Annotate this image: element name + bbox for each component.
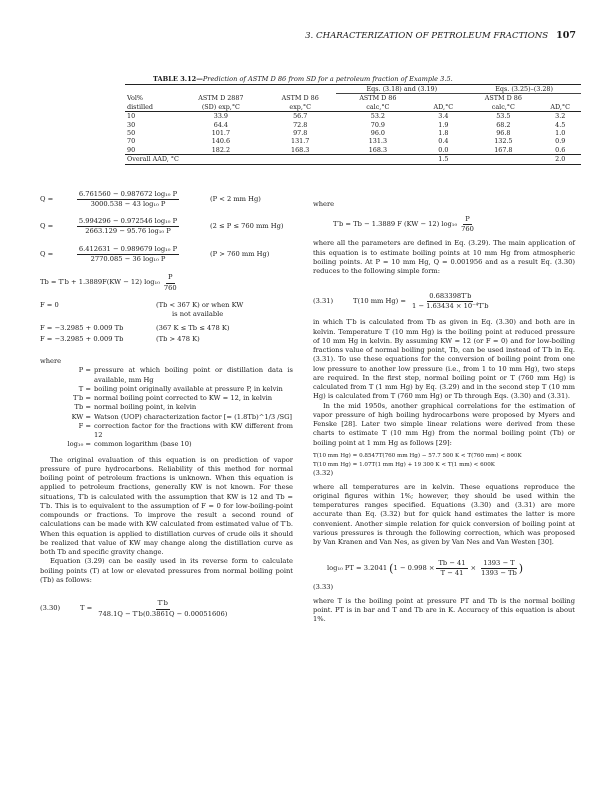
equation-mid: 1 − 0.998 × [393, 563, 435, 572]
definition-text: pressure at which boiling point or distillation data is available, mm Hg [94, 366, 293, 384]
equation-q-low [40, 186, 293, 213]
denominator: 1 − 1.63434 × 10⁻⁴T′b [411, 301, 489, 310]
table-cell: 131.3 [368, 137, 388, 146]
f-case-1b [40, 310, 293, 319]
table-cell: 70 [127, 137, 136, 146]
table-cell: 90 [127, 145, 136, 154]
footer-label: Overall AAD, °C [125, 155, 336, 164]
table-cell: 132.5 [494, 137, 513, 146]
condition: (P > 760 mm Hg) [210, 249, 270, 258]
definition-text: normal boiling point corrected to KW = 12, in kelvin [94, 394, 273, 402]
col-header: (SD) exp,°C [201, 102, 240, 111]
table-cell: 140.6 [211, 137, 231, 146]
equation-lhs: log₁₀ PT = 3.2041 [327, 563, 388, 572]
table-footer-row [125, 155, 581, 164]
table-label: TABLE 3.12— [153, 75, 203, 83]
table-cell: 182.2 [211, 145, 231, 154]
equation-3-33: log₁₀ PT = 3.2041 ( 1 − 0.998 × $\frac{Tb - 41}{T - 41}$ × $\frac{1393 - T}{1393 - Tb}$ ) [327, 558, 524, 577]
table-caption [153, 75, 581, 83]
table-cell: 3.4 [419, 112, 467, 121]
denominator: T − 41 [440, 568, 464, 577]
table-cell: 72.8 [293, 120, 308, 129]
numerator: T′b [156, 599, 170, 609]
denominator: 760 [163, 283, 177, 292]
table-cell: 4.5 [555, 120, 566, 129]
numerator: 0.683398T′b [427, 292, 473, 302]
definition-item [48, 422, 293, 441]
footer-aad-a: 1.5 [419, 155, 467, 164]
denominator: 2663.129 − 95.76 log₁₀ P [85, 227, 171, 235]
f-condition: (367 K ≤ Tb ≤ 478 K) [156, 323, 230, 332]
table-group-header [125, 85, 581, 94]
table-cell: 3.2 [539, 112, 581, 121]
f-case-1 [40, 301, 293, 310]
equation-lhs: T(10 mm Hg) = [353, 296, 406, 305]
table-cell: 33.9 [178, 112, 264, 121]
fraction [62, 190, 194, 210]
paragraph: where T is the boiling point at pressure PT and Tb is the normal boiling point. PT is in bar and T and Tb are in K. Accuracy of this equation is about 1%. [313, 596, 575, 624]
q-symbol: Q = [40, 194, 54, 203]
col-header: AD,°C [433, 102, 454, 111]
equation-3-32-line-1: T(10 mm Hg) = 0.8547T(760 mm Hg) − 57.7 500 K < T(760 mm) < 800K [313, 452, 522, 459]
numerator: 6.761560 − 0.987672 log₁₀ P [77, 190, 179, 200]
table-cell: 10 [125, 112, 178, 121]
table-row [125, 137, 581, 145]
table-cell: 1.0 [555, 129, 566, 138]
results-table [125, 84, 581, 165]
table-cell: 0.6 [555, 145, 566, 154]
denominator: 760 [461, 224, 474, 233]
definition-text: Watson (UOP) characterization factor [= (1.8Tb)^1/3 /SG] [94, 412, 293, 421]
definition-item [48, 403, 293, 412]
fraction [162, 273, 179, 293]
table-cell: 50 [127, 129, 136, 138]
table-cell: 0.4 [438, 137, 449, 146]
f-lhs: F = −3.2985 + 0.009 Tb [40, 323, 124, 332]
table-cell: 30 [127, 120, 136, 129]
table-cell: 96.0 [370, 129, 385, 138]
table-cell: 56.7 [264, 112, 336, 121]
q-symbol: Q = [40, 221, 54, 230]
table-cell: 168.3 [368, 145, 388, 154]
numerator: Tb − 41 [436, 559, 467, 569]
col-header [419, 94, 467, 103]
where-label: where [40, 357, 62, 365]
equation-lhs: T′b = Tb − 1.3889 F (KW − 12) log₁₀ [333, 219, 458, 228]
equation-number: (3.31) [313, 296, 334, 305]
definition-list [48, 366, 293, 449]
table-cell: 53.2 [336, 112, 419, 121]
equation-number: (3.32) [313, 469, 334, 478]
fraction [96, 599, 229, 619]
definition-text: correction factor for the fractions with KW different from 12 [94, 421, 293, 439]
col-header: ASTM D 2887 [198, 94, 244, 103]
denominator: 3000.538 − 43 log₁₀ P [90, 200, 166, 208]
table-header-row-2 [125, 103, 581, 112]
left-column [40, 186, 293, 623]
definition-item [48, 366, 293, 385]
numerator: 1393 − T [481, 559, 516, 569]
table-cell: 1.8 [438, 129, 449, 138]
table-3-12 [125, 75, 581, 165]
fraction [62, 245, 194, 265]
table-cell: 0.0 [438, 145, 449, 154]
table-body [125, 112, 581, 155]
table-cell: 96.8 [496, 129, 511, 138]
definition-text: boiling point originally available at pressure P, in kelvin [94, 384, 283, 393]
table-cell: 168.3 [291, 145, 310, 154]
paragraph: where all temperatures are in kelvin. These equations reproduce the original figures within 1%; however, they should be used within the temperatures ranges specified. Equations (3.30) and (3.31) are more accurate than Eq. (3.32) but for quick hand estimates the latter is more convenient. Another simple relation for quick conversion of boiling point at various pressures is through the following correction, which was proposed by Van Kranen and Van Nes, as given by Van Nes and Van Westen [30]. [313, 482, 575, 547]
condition: (2 ≤ P ≤ 760 mm Hg) [210, 221, 284, 230]
paragraph: in which T′b is calculated from Tb as given in Eq. (3.30) and both are in kelvin. Temperature T (10 mm Hg) is the boiling point at reduced pressure of 10 mm Hg in kelvin. By assuming KW = 12 (or F = 0) and for low-boiling fractions value of normal boiling point, Tb, can be used instead of T′b in Eq. (3.31). To use these equations for the conversion of boiling point from one low pressure to another low pressure (i.e., from 1 to 10 mm Hg), two steps are required. In the first step, normal boiling point or T (760 mm Hg) is calculated from T (1 mm Hg) by Eq. (3.29) and in the second step T (10 mm Hg) is calculated from T (760 mm Hg) or Tb through Eqs. (3.30) and (3.31). [313, 318, 575, 401]
denominator: 2770.085 − 36 log₁₀ P [90, 255, 166, 263]
paragraph: where all the parameters are defined in Eq. (3.29). The main application of this equation is to estimate boiling points at 10 mm Hg from atmospheric boiling points. At P = 10 mm Hg, Q = 0.001956 and as a result Eq. (3.30) reduces to the following simple form: [313, 239, 575, 275]
table-row [125, 112, 581, 121]
where-label: where [313, 200, 335, 208]
fraction [410, 292, 491, 312]
f-case-3 [40, 335, 293, 344]
equation-q-high [40, 240, 293, 269]
table-cell: 167.8 [494, 145, 513, 154]
footer-aad-b: 2.0 [539, 155, 581, 164]
definition-text: normal boiling point, in kelvin [94, 403, 197, 412]
denominator: 748.1Q − T′b(0.3861Q − 0.00051606) [98, 609, 228, 618]
col-header: calc,°C [491, 102, 515, 111]
table-cell: 64.4 [213, 120, 228, 129]
paragraph: Equation (3.29) can be easily used in its reverse form to calculate boiling points (T) at low or elevated pressures from normal boiling point (Tb) as follows: [40, 557, 293, 584]
table-caption-text: Prediction of ASTM D 86 from SD for a petroleum fraction of Example 3.5. [202, 75, 453, 83]
f-condition: (Tb < 367 K) or when KW [156, 301, 244, 309]
page-number: 107 [556, 30, 576, 41]
denominator: 1393 − Tb [481, 568, 517, 577]
condition: (P < 2 mm Hg) [210, 194, 261, 203]
col-header: AD,°C [550, 102, 571, 111]
table-header-row [125, 94, 581, 103]
table-cell: 131.7 [291, 137, 310, 146]
definition-symbol: P = [78, 366, 91, 375]
numerator: P [166, 273, 175, 283]
q-symbol: Q = [40, 249, 54, 258]
equation-3-31 [313, 284, 575, 318]
definition-item [48, 385, 293, 394]
definition-item [48, 440, 293, 449]
table-cell: 68.2 [496, 120, 511, 129]
table-row [125, 146, 581, 155]
definition-symbol: T′b = [73, 394, 91, 402]
paragraph: The original evaluation of this equation is on prediction of vapor pressure of pure hydrocarbons. Reliability of this method for normal boiling point of petroleum fractions is unknown. When this equation is applied to petroleum fractions, generally KW is not known. For these situations, T′b is calculated with the assumption that KW is 12 and Tb = T′b. This is to equivalent to the assumption of F = 0 for low-boiling-point compounds or fractions. To improve the result a second round of calculations can be made with KW calculated from estimated value of T′b. When this equation is applied to distillation curves of crude oils it should be realized that value of KW may change along the distillation curve as both Tb and specific gravity change. [40, 455, 293, 556]
table-cell: 70.9 [370, 120, 385, 129]
numerator: 6.412631 − 0.989679 log₁₀ P [77, 245, 179, 255]
col-header: ASTM D 86 [359, 94, 397, 103]
fraction [436, 559, 467, 579]
definition-text: common logarithm (base 10) [94, 440, 192, 449]
table-cell: 97.8 [293, 129, 308, 138]
definition-symbol: KW = [71, 412, 91, 421]
f-condition-2: is not available [172, 310, 224, 319]
table-cell: 53.5 [467, 112, 539, 121]
f-case-2 [40, 324, 293, 333]
paragraph: In the mid 1950s, another graphical correlations for the estimation of vapor pressure of high boiling hydrocarbons were proposed by Myers and Fenske [28]. Later two simple linear relations were derived from these charts to estimate T (10 mm Hg) from the normal boiling point (Tb) or boiling point at 1 mm Hg as follows [29]: [313, 401, 575, 447]
f-condition: (Tb > 478 K) [156, 334, 200, 343]
times-sign: × [470, 563, 477, 572]
fraction [479, 559, 519, 579]
fraction [459, 215, 476, 235]
col-header: Vol% [127, 94, 143, 103]
definition-symbol: log₁₀ = [67, 440, 91, 449]
f-lhs: F = 0 [40, 301, 59, 309]
equation-lhs: T = [80, 604, 93, 613]
numerator: P [463, 215, 472, 225]
table-cell: 0.9 [555, 137, 566, 146]
equation-number: (3.30) [40, 604, 61, 613]
equation-3-32-line-2: T(10 mm Hg) = 1.07T(1 mm Hg) + 19 300 K < T(1 mm) < 600K [313, 461, 495, 468]
equation-q-mid [40, 213, 293, 240]
definition-item [48, 394, 293, 403]
col-header [539, 94, 581, 103]
chapter-title: 3. CHARACTERIZATION OF PETROLEUM FRACTIONS [305, 31, 549, 41]
numerator: 5.994296 − 0.972546 log₁₀ P [77, 217, 179, 227]
equation-tb-prime [333, 209, 575, 239]
table-row [125, 121, 581, 129]
col-header: distilled [127, 102, 153, 111]
definition-symbol: Tb = [74, 403, 91, 412]
table-cell: 101.7 [211, 129, 231, 138]
fraction [62, 217, 194, 237]
col-header: calc,°C [366, 102, 390, 111]
right-column [313, 200, 575, 624]
col-header: ASTM D 86 [281, 94, 319, 103]
table-row [125, 129, 581, 137]
f-lhs: F = −3.2985 + 0.009 Tb [40, 334, 124, 343]
col-header: exp,°C [289, 102, 311, 111]
group-header-b: Eqs. (3.25)–(3.28) [467, 85, 581, 94]
equation-3-30 [40, 595, 293, 623]
equation-number: (3.33) [313, 583, 334, 592]
running-head [290, 30, 576, 41]
equation-tb [40, 269, 293, 297]
group-header-a: Eqs. (3.18) and (3.19) [336, 85, 467, 94]
definition-symbol: T = [78, 384, 91, 393]
definition-symbol: F = [78, 421, 91, 430]
table-cell: 1.9 [438, 120, 449, 129]
definition-item [48, 413, 293, 422]
equation-lhs: Tb = T′b + 1.3889F(KW − 12) log₁₀ [40, 278, 160, 287]
col-header: ASTM D 86 [484, 94, 522, 103]
